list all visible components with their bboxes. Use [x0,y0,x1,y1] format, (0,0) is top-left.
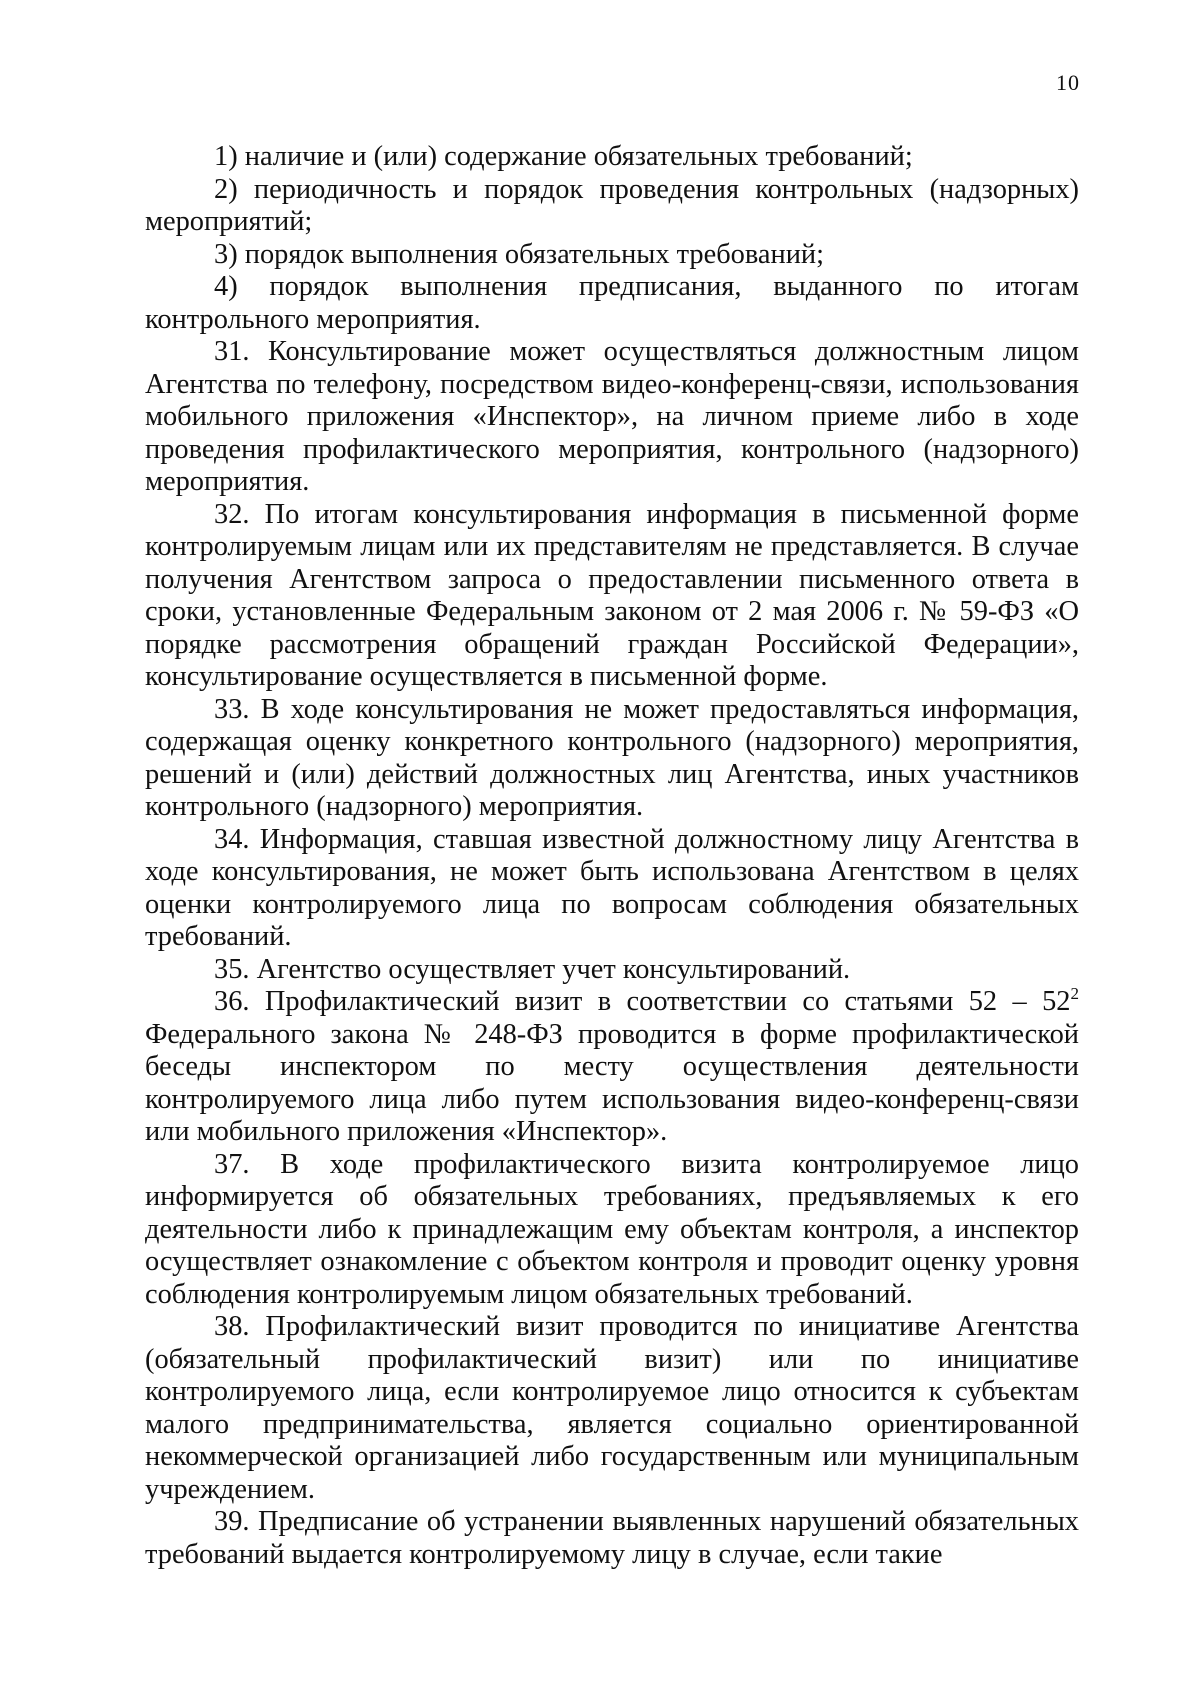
paragraph-36-start: 36. Профилактический визит в соответствии со статьями 52 – 52 [214,986,1071,1017]
paragraph-36-end: Федерального закона № 248-ФЗ проводится в форме профилактической беседы инспектором по месту осуществления деятельности контролируемого лица либо путем использования видео-конференц-связи или мобильного приложения «Инспектор». [145,1018,1079,1147]
document-body [145,141,1079,1571]
paragraph-32: 32. По итогам консультирования информация в письменной форме контролируемым лицам или их представителям не представляется. В случае получения Агентством запроса о предоставлении письменного ответа в сроки, установленные Федеральным законом от 2 мая 2006 г. № 59-ФЗ «О порядке рассмотрения обращений граждан Российской Федерации», консультирование осуществляется в письменной форме. [145,498,1079,692]
paragraph-35: 35. Агентство осуществляет учет консультирований. [214,953,851,985]
paragraph-39: 39. Предписание об устранении выявленных нарушений обязательных требований выдается контролируемому лицу в случае, если такие [145,1506,1079,1570]
paragraph-item-1: 1) наличие и (или) содержание обязательных требований; [214,141,913,172]
paragraph-36 [145,986,1079,1149]
paragraph-item-3: 3) порядок выполнения обязательных требований; [214,238,824,270]
superscript-mark: 2 [1070,984,1079,1003]
paragraph-31: 31. Консультирование может осуществляться должностным лицом Агентства по телефону, посредством видео-конференц-связи, использования мобильного приложения «Инспектор», на личном приеме либо в ходе проведения профилактического мероприятия, контрольного (надзорного) мероприятия. [145,336,1079,497]
paragraph-34: 34. Информация, ставшая известной должностному лицу Агентства в ходе консультирования, не может быть использована Агентством в целях оценки контролируемого лица по вопросам соблюдения обязательных требований. [145,823,1079,952]
paragraph-item-2: 2) периодичность и порядок проведения контрольных (надзорных) мероприятий; [145,173,1079,237]
paragraph-38: 38. Профилактический визит проводится по инициативе Агентства (обязательный профилактический визит) или по инициативе контролируемого лица, если контролируемое лицо относится к субъектам малого предпринимательства, является социально ориентированной некоммерческой организацией либо государственным или муниципальным учреждением. [145,1311,1079,1505]
paragraph-33: 33. В ходе консультирования не может предоставляться информация, содержащая оценку конкретного контрольного (надзорного) мероприятия, решений и (или) действий должностных лиц Агентства, иных участников контрольного (надзорного) мероприятия. [145,693,1079,822]
page-number: 10 [1056,70,1080,95]
paragraph-item-4: 4) порядок выполнения предписания, выданного по итогам контрольного мероприятия. [145,271,1079,335]
paragraph-37: 37. В ходе профилактического визита контролируемое лицо информируется об обязательных требованиях, предъявляемых к его деятельности либо к принадлежащим ему объектам контроля, а инспектор осуществляет ознакомление с объектом контроля и проводит оценку уровня соблюдения контролируемым лицом обязательных требований. [145,1148,1079,1310]
